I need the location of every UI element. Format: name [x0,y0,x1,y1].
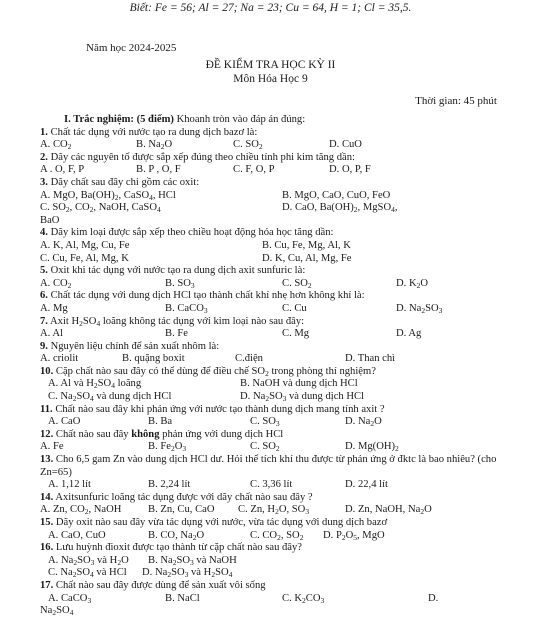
answer-option[interactable]: A. Al và $H_2SO_4$ loãng [48,378,142,391]
question-stem: 6. Chất tác dụng với dung dịch HCl tạo thành chất khí nhẹ hơn không khí là: [40,290,365,302]
question-15 [40,580,510,618]
answer-option[interactable]: D. $Na_2SO_3$ và dung dịch HCl [240,391,365,404]
question-number: 12. [40,428,54,440]
question-number: 14. [40,491,54,503]
answer-option[interactable]: D. Than chì [345,353,396,365]
answer-row [40,530,510,543]
answer-option[interactable]: A. 1,12 lít [48,479,91,491]
answer-option[interactable]: C. $Na_2SO_4$ và HCl [48,567,127,580]
answer-option[interactable]: BaO [40,214,60,226]
answer-option[interactable]: B. Ba [148,416,173,428]
question-12 [40,492,510,517]
answer-row [40,555,510,568]
question-number: 16. [40,542,54,554]
answer-option[interactable]: A. $CO_2$ [40,277,72,290]
question-3 [40,227,510,265]
answer-row [40,353,510,366]
question-5 [40,290,510,315]
answer-row [40,416,510,429]
answer-option[interactable]: D. [428,592,439,604]
question-6 [40,316,510,341]
answer-row [40,441,510,454]
answer-row [40,593,510,606]
question-13 [40,517,510,542]
question-list [40,114,510,618]
question-stem: 3. Dãy chất sau đây chỉ gồm các oxit: [40,176,200,188]
answer-option[interactable]: C. Mg [282,328,310,340]
answer-option[interactable]: C. $Na_2SO_4$ và dung dịch HCl [48,391,172,404]
answer-option[interactable]: C. $SO_3$ [250,416,280,429]
answer-option[interactable]: D. CaO, $Ba(OH)_2$, MgSO$_4$, [282,202,398,215]
given-atomic-masses: Biết: Fe = 56; Al = 27; Na = 23; Cu = 64, H = 1; Cl = 35,5. [129,2,412,14]
answer-option[interactable]: A. Al [40,328,63,340]
question-number: 3. [40,176,48,188]
answer-option[interactable]: D. $Na_2SO_3$ [396,302,443,315]
answer-row [40,479,510,492]
answer-option[interactable]: A. K, Al, Mg, Cu, Fe [40,239,130,251]
answer-option[interactable]: B. CO, $Na_2O$ [148,529,205,542]
answer-option[interactable]: B. P , O, F [136,164,181,176]
question-number: 1. [40,126,48,138]
question-stem: 15. Dãy oxit nào sau đây vừa tác dụng với nước, vừa tác dụng với dung dịch bazơ [40,517,388,528]
question-0 [40,127,510,152]
answer-option[interactable]: D. $Na_2O$ [345,416,382,429]
answer-option[interactable]: B. quặng boxit [122,353,185,365]
answer-option[interactable]: $Na_2SO_4$ [40,605,74,618]
answer-option[interactable]: C. $SO_2$ [282,277,312,290]
answer-option[interactable]: C. 3,36 lít [250,479,293,491]
question-number: 5. [40,265,48,277]
question-stem: 7. Axit $H_2SO_4$ loãng không tác dụng với kim loại nào sau đây: [40,315,305,328]
question-number: 10. [40,365,54,377]
answer-option[interactable]: D. O, P, F [329,164,371,176]
answer-row [40,567,510,580]
answer-option[interactable]: C. $CO_2$, $SO_2$ [250,529,304,542]
answer-row [40,164,510,177]
answer-option[interactable]: A. Fe [40,441,64,453]
question-2 [40,177,510,227]
answer-option[interactable]: A. $CO_2$ [40,139,72,152]
question-stem: 9. Nguyên liệu chính để sản xuất nhôm là: [40,340,220,352]
question-number: 11. [40,403,53,415]
question-number: 2. [40,151,48,163]
answer-option[interactable]: D. Ag [396,328,422,340]
answer-option[interactable]: B. 2,24 lít [148,479,191,491]
answer-option[interactable]: B. NaOH và dung dịch HCl [240,378,358,390]
question-number: 17. [40,579,54,591]
answer-row [40,391,510,404]
answer-option[interactable]: A. Zn, $CO_2$, NaOH [40,504,122,517]
answer-option[interactable]: B. Cu, Fe, Mg, Al, K [262,239,351,251]
exam-subject: Môn Hóa Học 9 [233,73,308,85]
answer-option[interactable]: D. CuO [329,139,362,151]
question-11 [40,454,510,492]
answer-row [40,378,510,391]
answer-row [40,278,510,291]
question-8 [40,366,510,404]
answer-option[interactable]: B. MgO, CaO, CuO, FeO [282,189,391,201]
question-number: 15. [40,517,54,528]
question-stem: 14. Axitsunfuric loãng tác dụng được với dãy chất nào sau đây ? [40,491,313,503]
answer-option[interactable]: C. $SO_2$ [233,139,263,152]
answer-option[interactable]: D. $Mg(OH)_2$ [345,441,399,454]
answer-option[interactable]: B. CaCO$_3$ [165,302,208,315]
section-heading [64,114,510,127]
answer-row [40,253,510,266]
answer-row [40,504,510,517]
answer-option[interactable]: C. Cu, Fe, Al, Mg, K [40,252,129,264]
answer-row [40,139,510,152]
school-year: Năm học 2024-2025 [86,42,177,54]
section-instruction: Khoanh tròn vào đáp án đúng: [173,114,306,125]
section-label: I. Trắc nghiệm: (5 điểm) [64,114,174,125]
question-stem: 12. Chất nào sau đây không phản ứng với dung dịch HCl [40,428,284,440]
question-number: 9. [40,340,48,352]
question-stem: 5. Oxit khi tác dụng với nước tạo ra dung dịch axit sunfuric là: [40,265,306,277]
exam-time: Thời gian: 45 phút [415,95,497,107]
question-7 [40,341,510,366]
question-stem: 2. Dãy các nguyên tố được sắp xếp đúng theo chiều tính phi kim tăng dần: [40,151,355,163]
question-9 [40,404,510,429]
answer-option[interactable]: C. F, O, P [233,164,275,176]
answer-option[interactable]: A. CaCO$_3$ [48,592,92,605]
answer-option[interactable]: C. $SO_2$ [250,441,280,454]
answer-option[interactable]: C. Cu [282,302,307,314]
answer-option[interactable]: B. $SO_3$ [165,277,195,290]
answer-option[interactable]: A . O, F, P [40,164,85,176]
questions-container [40,127,510,618]
answer-row [40,605,510,618]
question-stem: 10. Cặp chất nào sau đây có thể dùng để điều chế $SO_2$ trong phòng thí nghiệm? [40,365,376,378]
answer-option[interactable]: B. Zn, Cu, CaO [148,504,215,516]
answer-option[interactable]: A. MgO, $Ba(OH)_2$, CaSO$_4$, HCl [40,189,176,202]
question-14 [40,542,510,580]
question-number: 13. [40,454,54,466]
answer-option[interactable]: B. $Na_2O$ [136,139,173,152]
answer-option[interactable]: C. $SO_2$, $CO_2$, NaOH, CaSO$_4$ [40,202,161,215]
answer-option[interactable]: D. $K_2O$ [396,277,429,290]
answer-option[interactable]: A. Mg [40,302,68,314]
answer-option[interactable]: A. CaO [48,416,81,428]
answer-row [40,215,510,228]
answer-option[interactable]: C. $K_2CO_3$ [282,592,325,605]
answer-option[interactable]: B. NaCl [165,592,200,604]
answer-option[interactable]: D. K, Cu, Al, Mg, Fe [262,252,352,264]
question-number: 7. [40,315,48,327]
answer-option[interactable]: D. $Na_2SO_3$ và $H_2SO_4$ [142,567,233,580]
answer-option[interactable]: A. $Na_2SO_3$ và $H_2O$ [48,554,129,567]
answer-option[interactable]: B. $Na_2SO_3$ và NaOH [148,554,237,567]
question-1 [40,152,510,177]
answer-option[interactable]: B. $Fe_2O_3$ [148,441,187,454]
question-stem: 11. Chất nào sau đây khi phản ứng với nước tạo thành dung dịch mang tính axit ? [40,403,385,415]
answer-row [40,202,510,215]
answer-row [40,190,510,203]
answer-option[interactable]: B. Fe [165,328,188,340]
question-stem: 16. Lưu huỳnh đioxit được tạo thành từ cặp chất nào sau đây? [40,542,303,554]
answer-option[interactable]: D. 22,4 lít [345,479,388,491]
exam-title: ĐỀ KIỂM TRA HỌC KỲ II [205,59,336,71]
question-4 [40,265,510,290]
question-10 [40,429,510,454]
answer-row [40,303,510,316]
question-number: 4. [40,227,48,239]
answer-option[interactable]: C.điện [235,353,263,365]
answer-row [40,240,510,253]
answer-option[interactable]: A. CaO, CuO [48,529,106,541]
question-stem: 1. Chất tác dụng với nước tạo ra dung dịch bazơ là: [40,126,258,138]
answer-option[interactable]: D. Zn, NaOH, $Na_2O$ [345,504,432,517]
question-stem: 17. Chất nào sau đây được dùng để sản xuất vôi sống [40,579,266,591]
question-stem: 4. Dãy kim loại được sắp xếp theo chiều hoạt động hóa học tăng dần: [40,227,334,239]
answer-option[interactable]: D. $P_2O_5$, MgO [323,529,385,542]
question-number: 6. [40,290,48,302]
question-stem: 13. Cho 6,5 gam Zn vào dung dịch HCl dư. Hỏi thể tích khí thu được từ phản ứng ở đktc là bao nhiêu? (cho Zn=65) [40,454,497,478]
answer-option[interactable]: A. criolit [40,353,79,365]
answer-row [40,328,510,341]
answer-option[interactable]: C. Zn, $H_2O$, $SO_3$ [238,504,310,517]
